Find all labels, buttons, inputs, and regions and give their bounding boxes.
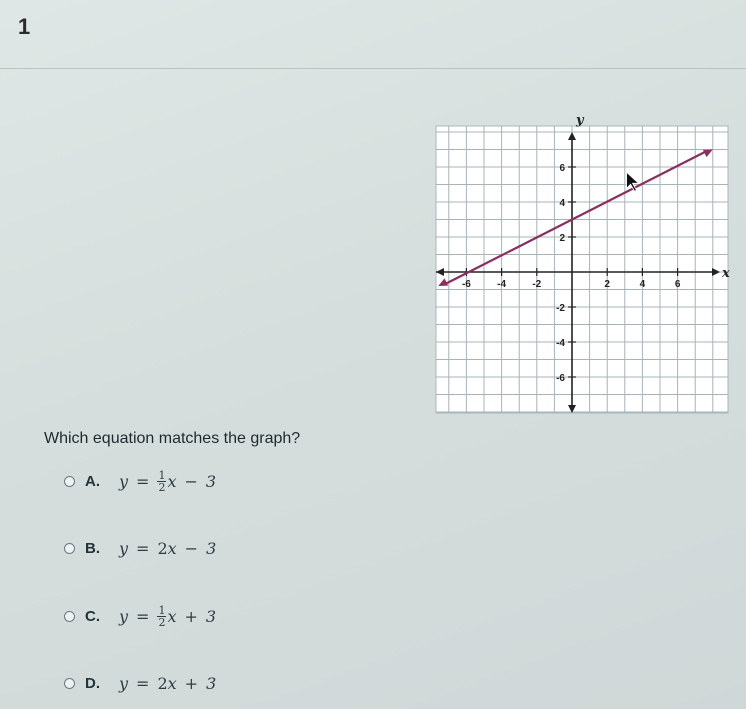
eq-equals: = [136,673,150,693]
eq-equals: = [136,538,150,558]
choice-d[interactable] [64,668,216,698]
x-tick-label: 2 [604,279,610,290]
choice-c[interactable] [64,601,216,631]
question-number: 1 [18,14,31,39]
choice-d-equation [119,674,216,693]
eq-const: 3 [206,538,217,558]
eq-var: y [119,673,129,693]
x-tick-label: -6 [461,279,471,290]
y-tick-label: 4 [559,198,565,209]
choice-c-radio[interactable] [64,611,75,622]
y-tick-label: 2 [559,233,565,244]
eq-var: y [119,538,129,558]
y-tick-label: -2 [556,303,565,314]
eq-equals: = [136,471,150,491]
eq-x: x [167,538,177,558]
choice-c-equation [119,605,216,628]
eq-equals: = [136,606,150,626]
frac-den: 2 [158,615,166,629]
choice-d-radio[interactable] [64,678,75,689]
eq-const: 3 [206,673,217,693]
choice-d-letter: D. [85,674,100,692]
choice-a-equation [119,470,216,493]
choice-a-radio[interactable] [64,476,75,487]
choice-c-letter: C. [85,607,100,625]
x-tick-label: 4 [639,279,646,290]
eq-const: 3 [205,471,217,491]
question-text: Which equation matches the graph? [44,430,301,447]
eq-x: x [167,673,177,693]
graph-svg [432,112,732,417]
frac-den: 2 [158,480,166,494]
choice-b-equation [119,539,216,558]
y-tick-label: 6 [559,163,565,174]
eq-x: x [167,606,177,626]
frac-num: 1 [158,603,166,617]
y-tick-label: -4 [556,338,565,349]
eq-sign: + [184,673,199,693]
eq-const: 3 [205,606,217,626]
y-tick-label: -6 [556,373,565,384]
frac-num: 1 [158,468,166,482]
x-tick-label: 6 [674,279,681,290]
graph-background [436,126,728,413]
choice-b-radio[interactable] [64,543,75,554]
x-tick-label: -4 [497,279,507,290]
divider [0,68,746,69]
eq-fraction [157,470,166,493]
choice-a-letter: A. [85,472,100,490]
eq-sign: − [184,471,198,491]
y-axis-label: y [576,113,584,128]
choice-b-letter: B. [85,539,100,557]
choice-a[interactable] [64,466,216,496]
eq-sign: − [184,538,199,558]
eq-var: y [119,471,129,491]
eq-sign: + [184,606,198,626]
x-tick-label: -2 [532,279,542,290]
eq-coef: 2 [157,538,168,558]
coordinate-graph [432,112,732,417]
eq-x: x [167,471,177,491]
eq-fraction [157,605,166,628]
eq-var: y [119,606,129,626]
x-axis-label: x [722,266,730,281]
eq-coef: 2 [157,673,168,693]
choice-b[interactable] [64,533,216,563]
